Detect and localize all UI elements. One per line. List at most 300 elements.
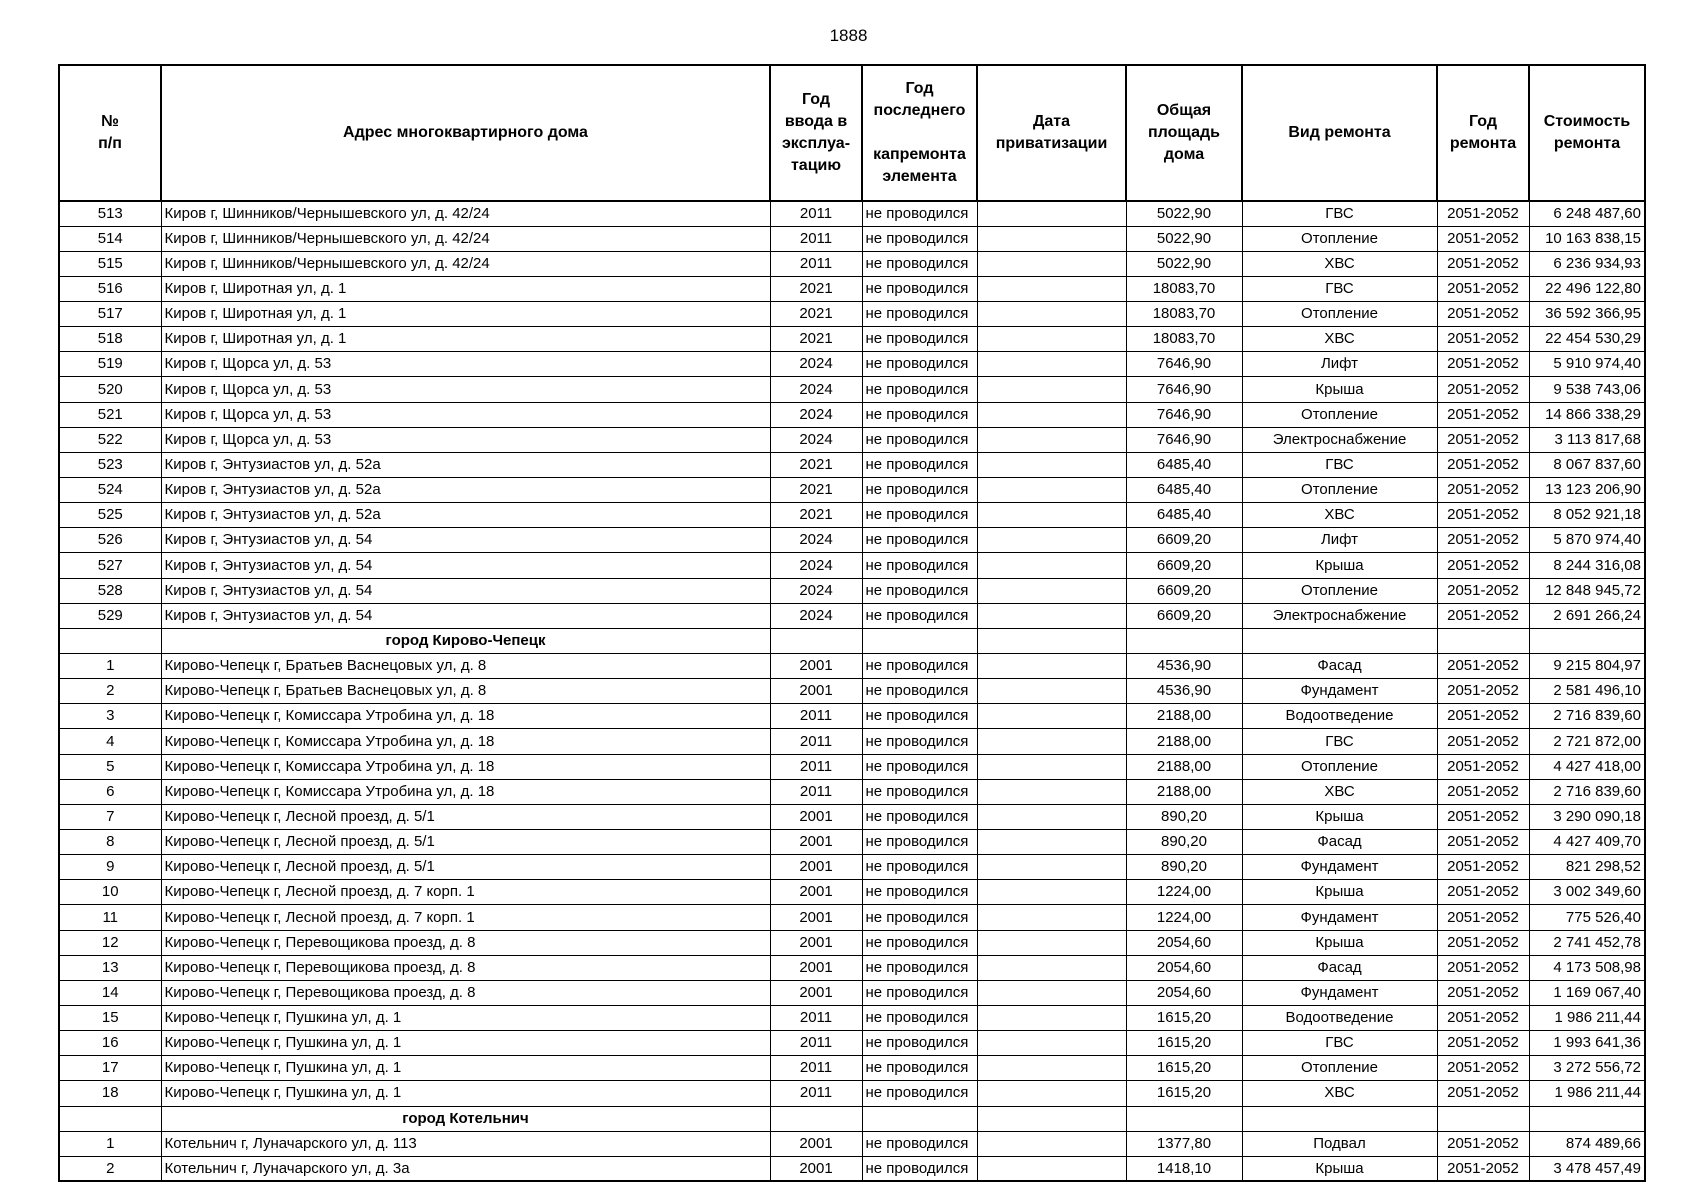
row-address: Кирово-Чепецк г, Комиссара Утробина ул, д. 18 — [161, 729, 770, 754]
row-repair-type: Отопление — [1242, 478, 1437, 503]
row-privatization — [977, 226, 1126, 251]
header-area-line-3: дома — [1163, 146, 1205, 163]
header-privatization-line-1: Дата — [1032, 113, 1071, 130]
row-repair-year: 2051-2052 — [1437, 1056, 1529, 1081]
row-year-commission: 2021 — [770, 276, 862, 301]
row-address: Кирово-Чепецк г, Пушкина ул, д. 1 — [161, 1006, 770, 1031]
section-empty-cell — [977, 628, 1126, 653]
row-last-repair: не проводился — [862, 603, 977, 628]
header-repair-type: Вид ремонта — [1242, 65, 1437, 201]
row-year-commission: 2001 — [770, 830, 862, 855]
row-privatization — [977, 1156, 1126, 1181]
row-num: 525 — [59, 503, 161, 528]
row-area: 2054,60 — [1126, 930, 1242, 955]
row-cost: 9 215 804,97 — [1529, 654, 1645, 679]
row-repair-type: ХВС — [1242, 503, 1437, 528]
row-area: 6485,40 — [1126, 503, 1242, 528]
row-privatization — [977, 1081, 1126, 1106]
row-address: Киров г, Щорса ул, д. 53 — [161, 427, 770, 452]
row-year-commission: 2001 — [770, 679, 862, 704]
row-year-commission: 2024 — [770, 352, 862, 377]
row-cost: 3 478 457,49 — [1529, 1156, 1645, 1181]
row-year-commission: 2011 — [770, 754, 862, 779]
header-year-commission-line-1: Год — [802, 91, 830, 108]
row-year-commission: 2011 — [770, 226, 862, 251]
row-repair-type: Фундамент — [1242, 905, 1437, 930]
row-privatization — [977, 1031, 1126, 1056]
row-repair-year: 2051-2052 — [1437, 754, 1529, 779]
header-privatization-line-2: приватизации — [995, 135, 1108, 152]
row-repair-type: Подвал — [1242, 1131, 1437, 1156]
row-cost: 2 716 839,60 — [1529, 779, 1645, 804]
row-num: 516 — [59, 276, 161, 301]
row-privatization — [977, 603, 1126, 628]
row-last-repair: не проводился — [862, 704, 977, 729]
row-cost: 2 716 839,60 — [1529, 704, 1645, 729]
row-num: 1 — [59, 654, 161, 679]
row-privatization — [977, 427, 1126, 452]
row-area: 1418,10 — [1126, 1156, 1242, 1181]
row-last-repair: не проводился — [862, 1031, 977, 1056]
row-address: Кирово-Чепецк г, Лесной проезд, д. 7 корп. 1 — [161, 905, 770, 930]
row-year-commission: 2021 — [770, 503, 862, 528]
row-num: 12 — [59, 930, 161, 955]
row-num: 526 — [59, 528, 161, 553]
row-privatization — [977, 478, 1126, 503]
table-row — [59, 754, 1645, 779]
row-repair-type: ХВС — [1242, 779, 1437, 804]
table-row — [59, 905, 1645, 930]
row-repair-type: Отопление — [1242, 402, 1437, 427]
row-privatization — [977, 276, 1126, 301]
table-row — [59, 729, 1645, 754]
header-last-repair-line-3: капремонта — [873, 146, 966, 163]
table-header — [59, 65, 1645, 201]
row-year-commission: 2011 — [770, 704, 862, 729]
table-row — [59, 955, 1645, 980]
row-repair-year: 2051-2052 — [1437, 980, 1529, 1005]
header-repair-year — [1437, 65, 1529, 201]
header-cost-line-1: Стоимость — [1543, 113, 1631, 130]
row-area: 6609,20 — [1126, 528, 1242, 553]
row-num: 1 — [59, 1131, 161, 1156]
row-repair-year: 2051-2052 — [1437, 679, 1529, 704]
row-repair-year: 2051-2052 — [1437, 1131, 1529, 1156]
row-address: Киров г, Широтная ул, д. 1 — [161, 302, 770, 327]
row-num: 17 — [59, 1056, 161, 1081]
row-repair-year: 2051-2052 — [1437, 1006, 1529, 1031]
table-row — [59, 603, 1645, 628]
row-repair-year: 2051-2052 — [1437, 830, 1529, 855]
row-repair-type: Фундамент — [1242, 855, 1437, 880]
section-title: город Кирово-Чепецк — [161, 628, 770, 653]
row-address: Киров г, Шинников/Чернышевского ул, д. 42/24 — [161, 201, 770, 226]
row-num: 514 — [59, 226, 161, 251]
header-num-line-1: № — [101, 113, 119, 130]
repair-table — [58, 64, 1646, 1182]
table-row — [59, 980, 1645, 1005]
table-row — [59, 830, 1645, 855]
section-title: город Котельнич — [161, 1106, 770, 1131]
row-num: 523 — [59, 452, 161, 477]
row-address: Киров г, Щорса ул, д. 53 — [161, 377, 770, 402]
row-area: 2188,00 — [1126, 779, 1242, 804]
row-num: 16 — [59, 1031, 161, 1056]
header-last-repair — [862, 65, 977, 201]
row-privatization — [977, 302, 1126, 327]
table-row — [59, 528, 1645, 553]
row-area: 890,20 — [1126, 804, 1242, 829]
table-row — [59, 1056, 1645, 1081]
row-repair-year: 2051-2052 — [1437, 955, 1529, 980]
row-num: 7 — [59, 804, 161, 829]
row-privatization — [977, 528, 1126, 553]
row-repair-type: Отопление — [1242, 302, 1437, 327]
row-area: 6609,20 — [1126, 603, 1242, 628]
row-repair-year: 2051-2052 — [1437, 1081, 1529, 1106]
row-repair-type: Электроснабжение — [1242, 427, 1437, 452]
row-last-repair: не проводился — [862, 276, 977, 301]
row-num: 10 — [59, 880, 161, 905]
row-repair-type: Отопление — [1242, 578, 1437, 603]
row-repair-type: ХВС — [1242, 1081, 1437, 1106]
row-area: 18083,70 — [1126, 276, 1242, 301]
row-address: Кирово-Чепецк г, Пушкина ул, д. 1 — [161, 1081, 770, 1106]
header-last-repair-line-2: последнего — [873, 102, 966, 119]
row-area: 18083,70 — [1126, 327, 1242, 352]
row-area: 1224,00 — [1126, 905, 1242, 930]
row-year-commission: 2011 — [770, 1056, 862, 1081]
row-area: 7646,90 — [1126, 377, 1242, 402]
row-cost: 2 721 872,00 — [1529, 729, 1645, 754]
row-address: Котельнич г, Луначарского ул, д. 3а — [161, 1156, 770, 1181]
row-year-commission: 2024 — [770, 553, 862, 578]
row-year-commission: 2001 — [770, 880, 862, 905]
row-last-repair: не проводился — [862, 880, 977, 905]
page-number: 1888 — [829, 26, 868, 45]
row-last-repair: не проводился — [862, 754, 977, 779]
row-last-repair: не проводился — [862, 930, 977, 955]
row-privatization — [977, 955, 1126, 980]
row-area: 6609,20 — [1126, 578, 1242, 603]
row-cost: 821 298,52 — [1529, 855, 1645, 880]
row-privatization — [977, 980, 1126, 1005]
row-cost: 12 848 945,72 — [1529, 578, 1645, 603]
row-cost: 5 870 974,40 — [1529, 528, 1645, 553]
row-last-repair: не проводился — [862, 779, 977, 804]
row-repair-type: ГВС — [1242, 452, 1437, 477]
row-address: Киров г, Шинников/Чернышевского ул, д. 42/24 — [161, 226, 770, 251]
row-repair-year: 2051-2052 — [1437, 327, 1529, 352]
row-num: 14 — [59, 980, 161, 1005]
row-privatization — [977, 729, 1126, 754]
row-repair-year: 2051-2052 — [1437, 654, 1529, 679]
row-area: 4536,90 — [1126, 654, 1242, 679]
row-area: 1615,20 — [1126, 1006, 1242, 1031]
row-privatization — [977, 679, 1126, 704]
row-num: 518 — [59, 327, 161, 352]
row-cost: 2 691 266,24 — [1529, 603, 1645, 628]
row-year-commission: 2021 — [770, 452, 862, 477]
section-empty-cell — [770, 628, 862, 653]
section-empty-cell — [1437, 1106, 1529, 1131]
row-repair-year: 2051-2052 — [1437, 905, 1529, 930]
row-privatization — [977, 1006, 1126, 1031]
table-row — [59, 704, 1645, 729]
row-repair-year: 2051-2052 — [1437, 855, 1529, 880]
row-address: Котельнич г, Луначарского ул, д. 113 — [161, 1131, 770, 1156]
row-area: 7646,90 — [1126, 427, 1242, 452]
row-privatization — [977, 452, 1126, 477]
row-num: 529 — [59, 603, 161, 628]
row-repair-type: ГВС — [1242, 1031, 1437, 1056]
table-row — [59, 377, 1645, 402]
row-repair-year: 2051-2052 — [1437, 1156, 1529, 1181]
row-repair-year: 2051-2052 — [1437, 804, 1529, 829]
row-area: 1377,80 — [1126, 1131, 1242, 1156]
row-area: 6485,40 — [1126, 452, 1242, 477]
row-num: 11 — [59, 905, 161, 930]
row-address: Киров г, Энтузиастов ул, д. 54 — [161, 553, 770, 578]
row-privatization — [977, 402, 1126, 427]
section-empty-cell — [862, 1106, 977, 1131]
row-privatization — [977, 930, 1126, 955]
table-row — [59, 327, 1645, 352]
row-repair-year: 2051-2052 — [1437, 478, 1529, 503]
row-year-commission: 2001 — [770, 980, 862, 1005]
table-row — [59, 427, 1645, 452]
row-address: Кирово-Чепецк г, Братьев Васнецовых ул, д. 8 — [161, 654, 770, 679]
row-last-repair: не проводился — [862, 226, 977, 251]
row-last-repair: не проводился — [862, 729, 977, 754]
row-repair-year: 2051-2052 — [1437, 503, 1529, 528]
row-num: 524 — [59, 478, 161, 503]
table-row — [59, 553, 1645, 578]
row-repair-type: Крыша — [1242, 804, 1437, 829]
row-repair-type: Крыша — [1242, 377, 1437, 402]
row-cost: 22 496 122,80 — [1529, 276, 1645, 301]
row-area: 890,20 — [1126, 830, 1242, 855]
table-row — [59, 855, 1645, 880]
row-num: 8 — [59, 830, 161, 855]
row-privatization — [977, 327, 1126, 352]
section-empty-cell — [1529, 628, 1645, 653]
row-num: 2 — [59, 1156, 161, 1181]
table-row — [59, 654, 1645, 679]
section-num-cell — [59, 628, 161, 653]
row-address: Кирово-Чепецк г, Комиссара Утробина ул, д. 18 — [161, 704, 770, 729]
row-repair-year: 2051-2052 — [1437, 1031, 1529, 1056]
row-privatization — [977, 503, 1126, 528]
row-cost: 4 427 418,00 — [1529, 754, 1645, 779]
row-num: 18 — [59, 1081, 161, 1106]
header-repair-year-line-1: Год — [1469, 113, 1497, 130]
section-empty-cell — [977, 1106, 1126, 1131]
row-privatization — [977, 704, 1126, 729]
section-empty-cell — [770, 1106, 862, 1131]
row-area: 1615,20 — [1126, 1056, 1242, 1081]
row-num: 4 — [59, 729, 161, 754]
row-privatization — [977, 553, 1126, 578]
row-year-commission: 2024 — [770, 402, 862, 427]
header-cost — [1529, 65, 1645, 201]
row-repair-year: 2051-2052 — [1437, 302, 1529, 327]
row-address: Киров г, Щорса ул, д. 53 — [161, 352, 770, 377]
section-empty-cell — [862, 628, 977, 653]
row-num: 519 — [59, 352, 161, 377]
row-year-commission: 2024 — [770, 427, 862, 452]
table-row — [59, 804, 1645, 829]
row-repair-type: Электроснабжение — [1242, 603, 1437, 628]
row-privatization — [977, 855, 1126, 880]
row-repair-type: ХВС — [1242, 251, 1437, 276]
row-year-commission: 2024 — [770, 603, 862, 628]
row-privatization — [977, 830, 1126, 855]
row-last-repair: не проводился — [862, 654, 977, 679]
row-cost: 5 910 974,40 — [1529, 352, 1645, 377]
row-last-repair: не проводился — [862, 402, 977, 427]
row-repair-year: 2051-2052 — [1437, 779, 1529, 804]
table-row — [59, 930, 1645, 955]
row-num: 517 — [59, 302, 161, 327]
row-cost: 1 986 211,44 — [1529, 1006, 1645, 1031]
row-last-repair: не проводился — [862, 955, 977, 980]
row-address: Кирово-Чепецк г, Перевощикова проезд, д. 8 — [161, 930, 770, 955]
row-area: 2054,60 — [1126, 980, 1242, 1005]
row-last-repair: не проводился — [862, 1056, 977, 1081]
row-cost: 4 173 508,98 — [1529, 955, 1645, 980]
section-empty-cell — [1437, 628, 1529, 653]
row-cost: 14 866 338,29 — [1529, 402, 1645, 427]
row-address: Киров г, Щорса ул, д. 53 — [161, 402, 770, 427]
row-year-commission: 2001 — [770, 905, 862, 930]
row-repair-year: 2051-2052 — [1437, 880, 1529, 905]
row-last-repair: не проводился — [862, 377, 977, 402]
table-row — [59, 1031, 1645, 1056]
header-address: Адрес многоквартирного дома — [161, 65, 770, 201]
row-last-repair: не проводился — [862, 1081, 977, 1106]
row-privatization — [977, 377, 1126, 402]
row-area: 7646,90 — [1126, 402, 1242, 427]
row-num: 522 — [59, 427, 161, 452]
row-last-repair: не проводился — [862, 1131, 977, 1156]
row-year-commission: 2021 — [770, 327, 862, 352]
row-area: 1615,20 — [1126, 1081, 1242, 1106]
table-row — [59, 276, 1645, 301]
row-num: 9 — [59, 855, 161, 880]
row-cost: 10 163 838,15 — [1529, 226, 1645, 251]
row-cost: 2 741 452,78 — [1529, 930, 1645, 955]
row-cost: 1 986 211,44 — [1529, 1081, 1645, 1106]
row-address: Кирово-Чепецк г, Лесной проезд, д. 5/1 — [161, 855, 770, 880]
row-last-repair: не проводился — [862, 553, 977, 578]
row-last-repair: не проводился — [862, 1006, 977, 1031]
row-num: 13 — [59, 955, 161, 980]
row-last-repair: не проводился — [862, 804, 977, 829]
table-row — [59, 452, 1645, 477]
row-year-commission: 2011 — [770, 1006, 862, 1031]
row-cost: 6 236 934,93 — [1529, 251, 1645, 276]
row-area: 7646,90 — [1126, 352, 1242, 377]
row-address: Кирово-Чепецк г, Пушкина ул, д. 1 — [161, 1056, 770, 1081]
row-repair-type: Фасад — [1242, 830, 1437, 855]
row-privatization — [977, 1131, 1126, 1156]
table-row — [59, 478, 1645, 503]
row-last-repair: не проводился — [862, 427, 977, 452]
row-cost: 1 993 641,36 — [1529, 1031, 1645, 1056]
table-row — [59, 251, 1645, 276]
row-repair-type: Крыша — [1242, 1156, 1437, 1181]
row-cost: 9 538 743,06 — [1529, 377, 1645, 402]
row-repair-year: 2051-2052 — [1437, 603, 1529, 628]
row-last-repair: не проводился — [862, 327, 977, 352]
row-cost: 36 592 366,95 — [1529, 302, 1645, 327]
row-address: Киров г, Энтузиастов ул, д. 54 — [161, 528, 770, 553]
row-num: 2 — [59, 679, 161, 704]
row-num: 520 — [59, 377, 161, 402]
table-row — [59, 1081, 1645, 1106]
row-privatization — [977, 779, 1126, 804]
row-repair-type: Фундамент — [1242, 980, 1437, 1005]
row-cost: 2 581 496,10 — [1529, 679, 1645, 704]
header-year-commission-line-3: эксплуа- — [781, 135, 851, 152]
row-num: 527 — [59, 553, 161, 578]
row-repair-year: 2051-2052 — [1437, 402, 1529, 427]
row-year-commission: 2001 — [770, 930, 862, 955]
row-num: 528 — [59, 578, 161, 603]
row-area: 2188,00 — [1126, 704, 1242, 729]
row-repair-type: Водоотведение — [1242, 1006, 1437, 1031]
row-address: Киров г, Энтузиастов ул, д. 54 — [161, 603, 770, 628]
row-cost: 3 002 349,60 — [1529, 880, 1645, 905]
row-address: Кирово-Чепецк г, Лесной проезд, д. 5/1 — [161, 830, 770, 855]
row-repair-type: Лифт — [1242, 528, 1437, 553]
row-area: 5022,90 — [1126, 226, 1242, 251]
row-year-commission: 2001 — [770, 955, 862, 980]
row-repair-type: Фасад — [1242, 955, 1437, 980]
row-repair-type: Лифт — [1242, 352, 1437, 377]
row-privatization — [977, 578, 1126, 603]
row-repair-year: 2051-2052 — [1437, 729, 1529, 754]
row-address: Кирово-Чепецк г, Пушкина ул, д. 1 — [161, 1031, 770, 1056]
row-repair-type: ГВС — [1242, 729, 1437, 754]
row-cost: 8 067 837,60 — [1529, 452, 1645, 477]
table-row — [59, 226, 1645, 251]
row-address: Кирово-Чепецк г, Перевощикова проезд, д. 8 — [161, 980, 770, 1005]
row-year-commission: 2001 — [770, 855, 862, 880]
row-repair-year: 2051-2052 — [1437, 578, 1529, 603]
row-privatization — [977, 880, 1126, 905]
row-repair-type: Крыша — [1242, 553, 1437, 578]
row-area: 2188,00 — [1126, 754, 1242, 779]
row-privatization — [977, 352, 1126, 377]
row-year-commission: 2011 — [770, 779, 862, 804]
row-area: 6485,40 — [1126, 478, 1242, 503]
row-address: Кирово-Чепецк г, Лесной проезд, д. 7 корп. 1 — [161, 880, 770, 905]
row-repair-year: 2051-2052 — [1437, 276, 1529, 301]
row-last-repair: не проводился — [862, 302, 977, 327]
row-num: 5 — [59, 754, 161, 779]
row-year-commission: 2011 — [770, 729, 862, 754]
row-repair-type: ГВС — [1242, 201, 1437, 226]
row-last-repair: не проводился — [862, 855, 977, 880]
row-year-commission: 2001 — [770, 1131, 862, 1156]
row-num: 3 — [59, 704, 161, 729]
row-last-repair: не проводился — [862, 830, 977, 855]
section-empty-cell — [1529, 1106, 1645, 1131]
row-address: Кирово-Чепецк г, Комиссара Утробина ул, д. 18 — [161, 754, 770, 779]
row-privatization — [977, 754, 1126, 779]
